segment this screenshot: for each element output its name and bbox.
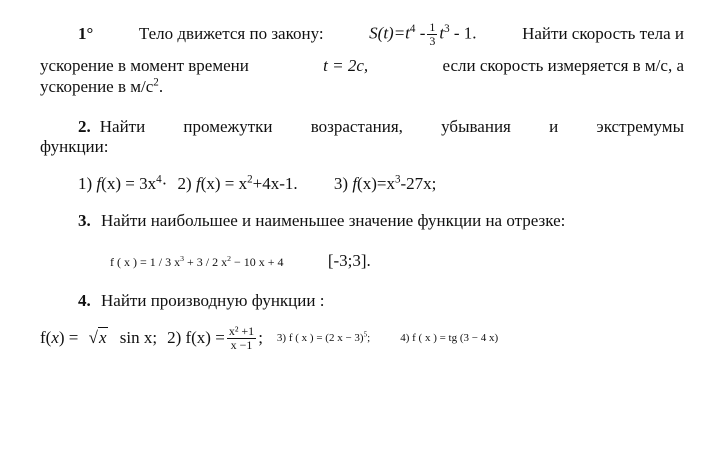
task3-line — [78, 211, 565, 231]
task1-moment: ускорение в момент времени — [40, 56, 249, 75]
task2-text: Найти промежутки возрастания, убывания и экстремумы — [99, 117, 684, 136]
task1-time: t = 2с, — [323, 56, 369, 75]
fraction-one-third: $\frac{1}{3}$ — [429, 19, 436, 48]
task3-text: Найти наибольшее и наименьшее значение функции на отрезке: — [101, 211, 566, 230]
task1-line2 — [40, 56, 684, 76]
task1-units: если скорость измеряется в м/с, а — [442, 56, 684, 75]
task1-law: $S(t)=t^4$ - $\frac{1}{3}$ $t^3 - 1$. — [369, 19, 477, 48]
task4-e3: 3) f ( x ) = (2 x − 3)$^5$; — [276, 330, 371, 344]
task1-number: 1° — [78, 24, 94, 43]
task2-functions — [78, 174, 436, 194]
task2-line2: функции: — [40, 137, 109, 156]
task4-expressions — [40, 318, 498, 358]
task4-line — [78, 291, 324, 311]
task2-line1 — [78, 117, 684, 137]
task4-text: Найти производную функции : — [101, 291, 325, 310]
task1-line1 — [78, 21, 684, 47]
task3-formula: f ( x ) = 1 / 3 $x^3 + 3 / 2$ $x^2 - 10$ x + 4 — [110, 254, 284, 269]
task1-line3: ускорение в $м/с^2$. — [40, 76, 164, 96]
task4-e1: f(x) = √x sin x; — [40, 328, 158, 347]
task1-find-speed: Найти скорость тела и — [522, 24, 684, 43]
task1-intro: Тело движется по закону: — [138, 24, 324, 43]
task4-number: 4. — [78, 291, 91, 310]
task2-f3: 3) $f(x)=x^3-27x$; — [333, 173, 437, 193]
task2-f1: 1) $f(x) = 3x^4\cdot$ — [78, 173, 168, 193]
task2-f2: 2) $f(x) = x^2+4x-1$. — [177, 173, 298, 193]
task3-function — [110, 251, 371, 272]
task3-number: 3. — [78, 211, 91, 230]
fraction-x2-plus-1: $\frac{\text{x² +1}}{x -1}$ — [228, 323, 255, 352]
task3-interval: [-3;3]. — [327, 251, 371, 270]
task4-e4: 4) f ( x ) = tg (3 − 4 x) — [400, 332, 499, 344]
task2-number: 2. — [78, 117, 91, 136]
sqrt-symbol: √x — [88, 328, 107, 347]
task4-e2: 2) f(x) = $\frac{\text{x² +1}}{x -1}$ ; — [167, 323, 263, 352]
